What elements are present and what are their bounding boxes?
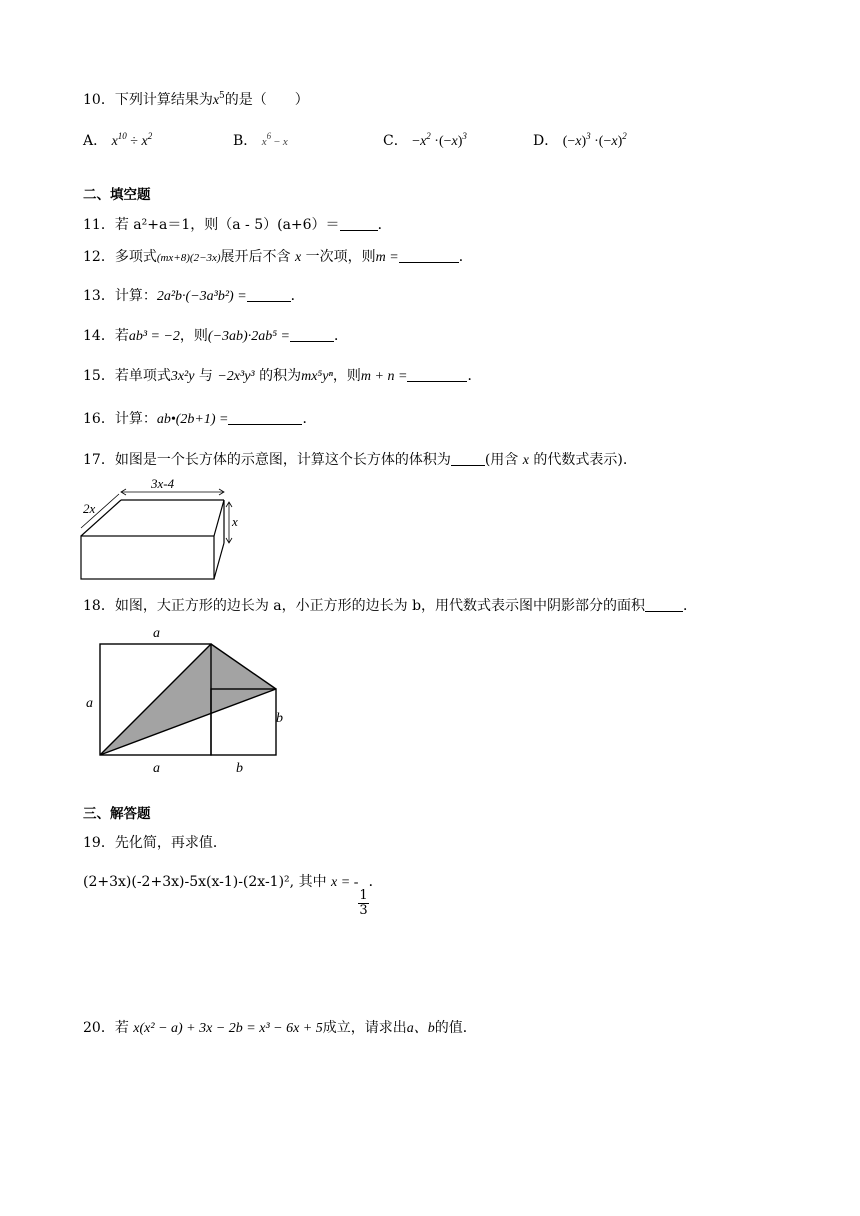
length-label: 3x-4 — [151, 476, 175, 491]
question-text: 若 — [114, 328, 129, 344]
math-expression: x = - — [331, 875, 359, 890]
answer-blank[interactable] — [451, 451, 485, 466]
answer-blank[interactable] — [290, 327, 334, 342]
question-text: 的积为 — [259, 368, 302, 384]
math-expression: m = — [375, 250, 399, 265]
cuboid-edge — [214, 500, 224, 536]
fraction-denominator: 3 — [359, 903, 368, 918]
question-16 — [83, 409, 316, 430]
question-text: 计算： — [114, 288, 157, 304]
option-label: B． — [233, 133, 258, 149]
question-number: 18． — [83, 598, 115, 614]
option-expression: $(-x)^3 \cdot(-x)^2$ — [562, 131, 627, 149]
question-text: 如图是一个长方体的示意图，计算这个长方体的体积为 — [114, 452, 451, 468]
question-end: ． — [302, 411, 317, 427]
question-number: 14． — [83, 328, 115, 344]
question-15 — [83, 366, 481, 387]
math-expression: (mx+8)(2−3x) — [156, 252, 221, 264]
height-label: x — [232, 514, 238, 529]
question-end: ． — [467, 368, 482, 384]
question-number: 17． — [83, 452, 115, 468]
question-number: 15． — [83, 368, 115, 384]
question-number: 13． — [83, 288, 115, 304]
question-number: 19． — [83, 835, 115, 851]
question-text: ，则 — [179, 328, 208, 344]
math-expression: x(x² − a) + 3x − 2b = x³ − 6x + 5 — [133, 1021, 323, 1036]
math-exponent: 5 — [219, 91, 225, 101]
question-end: ． — [368, 874, 383, 890]
cuboid-front-face — [81, 536, 214, 579]
question-tail: 的是（ ） — [224, 92, 309, 108]
math-base: x — [212, 93, 220, 108]
option-label: A． — [83, 133, 108, 149]
question-14 — [83, 326, 348, 347]
question-end: 的值． — [434, 1020, 477, 1036]
math-term: 3x²y — [170, 369, 195, 384]
option-expression: $x^6 - x$ — [261, 131, 288, 148]
answer-blank[interactable] — [228, 410, 302, 425]
fraction-numerator: 1 — [359, 888, 368, 903]
question-12 — [83, 247, 473, 268]
option-b[interactable] — [233, 131, 288, 152]
question-10 — [83, 90, 309, 111]
question-text: 若单项式 — [114, 368, 171, 384]
option-a[interactable] — [83, 131, 152, 152]
math-condition: ab³ = −2 — [128, 329, 180, 344]
question-text: (用含 — [484, 452, 519, 468]
option-c[interactable] — [383, 131, 467, 152]
math-expression: (2+3x)(-2+3x)-5x(x-1)-(2x-1)², 其中 — [83, 874, 327, 890]
math-expression: (−3ab)·2ab⁵ = — [207, 329, 291, 344]
question-text: 与 — [198, 368, 213, 384]
answer-blank[interactable] — [247, 287, 291, 302]
option-d[interactable] — [533, 131, 627, 152]
question-text: ，则 — [332, 368, 361, 384]
question-text: 若 — [114, 1020, 129, 1036]
question-text: 展开后不含 — [220, 249, 291, 265]
question-number: 11． — [83, 217, 115, 233]
bottom-b-label: b — [236, 761, 243, 776]
question-19-expression — [83, 872, 383, 918]
width-label: 2x — [83, 501, 96, 516]
question-text: 的代数式表示). — [533, 452, 628, 468]
right-label: b — [276, 711, 283, 726]
option-label: C． — [383, 133, 408, 149]
math-variable: x — [295, 250, 302, 265]
math-expression: 2a²b·(−3a³b²) = — [156, 289, 247, 304]
bottom-a-label: a — [153, 761, 160, 776]
math-term: mx⁵yⁿ — [301, 369, 333, 384]
question-number: 12． — [83, 249, 115, 265]
math-term: −2x³y³ — [217, 369, 255, 384]
question-11 — [83, 215, 392, 235]
option-label: D． — [533, 133, 559, 149]
math-variables: a、b — [406, 1021, 435, 1036]
fraction — [358, 889, 368, 918]
answer-blank[interactable] — [399, 248, 459, 263]
question-20 — [83, 1018, 477, 1039]
question-text: 多项式 — [114, 249, 157, 265]
math-expression: ab•(2b+1) = — [156, 412, 229, 427]
question-stem: 下列计算结果为 — [114, 92, 213, 108]
question-text: 若 a²+a＝1，则（a - 5）(a+6）＝ — [114, 217, 340, 233]
question-19 — [83, 833, 227, 853]
question-18 — [83, 596, 697, 616]
question-text: 如图，大正方形的边长为 a，小正方形的边长为 b，用代数式表示图中阴影部分的面积 — [114, 598, 646, 614]
section-title-solve: 三、解答题 — [83, 806, 151, 822]
question-end: ． — [290, 288, 305, 304]
question-text: 计算： — [114, 411, 157, 427]
math-variable: x — [522, 453, 529, 468]
question-number: 16． — [83, 411, 115, 427]
section-title-fill-in: 二、填空题 — [83, 187, 151, 203]
question-end: ． — [334, 328, 349, 344]
squares-figure — [84, 622, 294, 778]
left-label: a — [86, 696, 93, 711]
cuboid-edge — [214, 543, 224, 579]
question-text: 一次项，则 — [305, 249, 376, 265]
math-expression: m + n = — [360, 369, 408, 384]
question-13 — [83, 286, 305, 307]
question-number: 20． — [83, 1020, 115, 1036]
question-end: ． — [458, 249, 473, 265]
question-end: ． — [377, 217, 392, 233]
question-text: 成立，请求出 — [322, 1020, 407, 1036]
question-end: ． — [683, 598, 698, 614]
question-number: 10． — [83, 92, 115, 108]
answer-blank[interactable] — [407, 367, 467, 382]
question-17 — [83, 450, 627, 471]
question-text: 先化简，再求值． — [114, 835, 227, 851]
option-expression: $-x^2 \cdot(-x)^3$ — [412, 131, 467, 149]
answer-blank[interactable] — [645, 597, 683, 612]
cuboid-figure — [78, 476, 248, 584]
top-label: a — [153, 626, 160, 641]
answer-blank[interactable] — [340, 216, 378, 231]
option-expression: $x^{10} \div x^2$ — [111, 131, 153, 149]
